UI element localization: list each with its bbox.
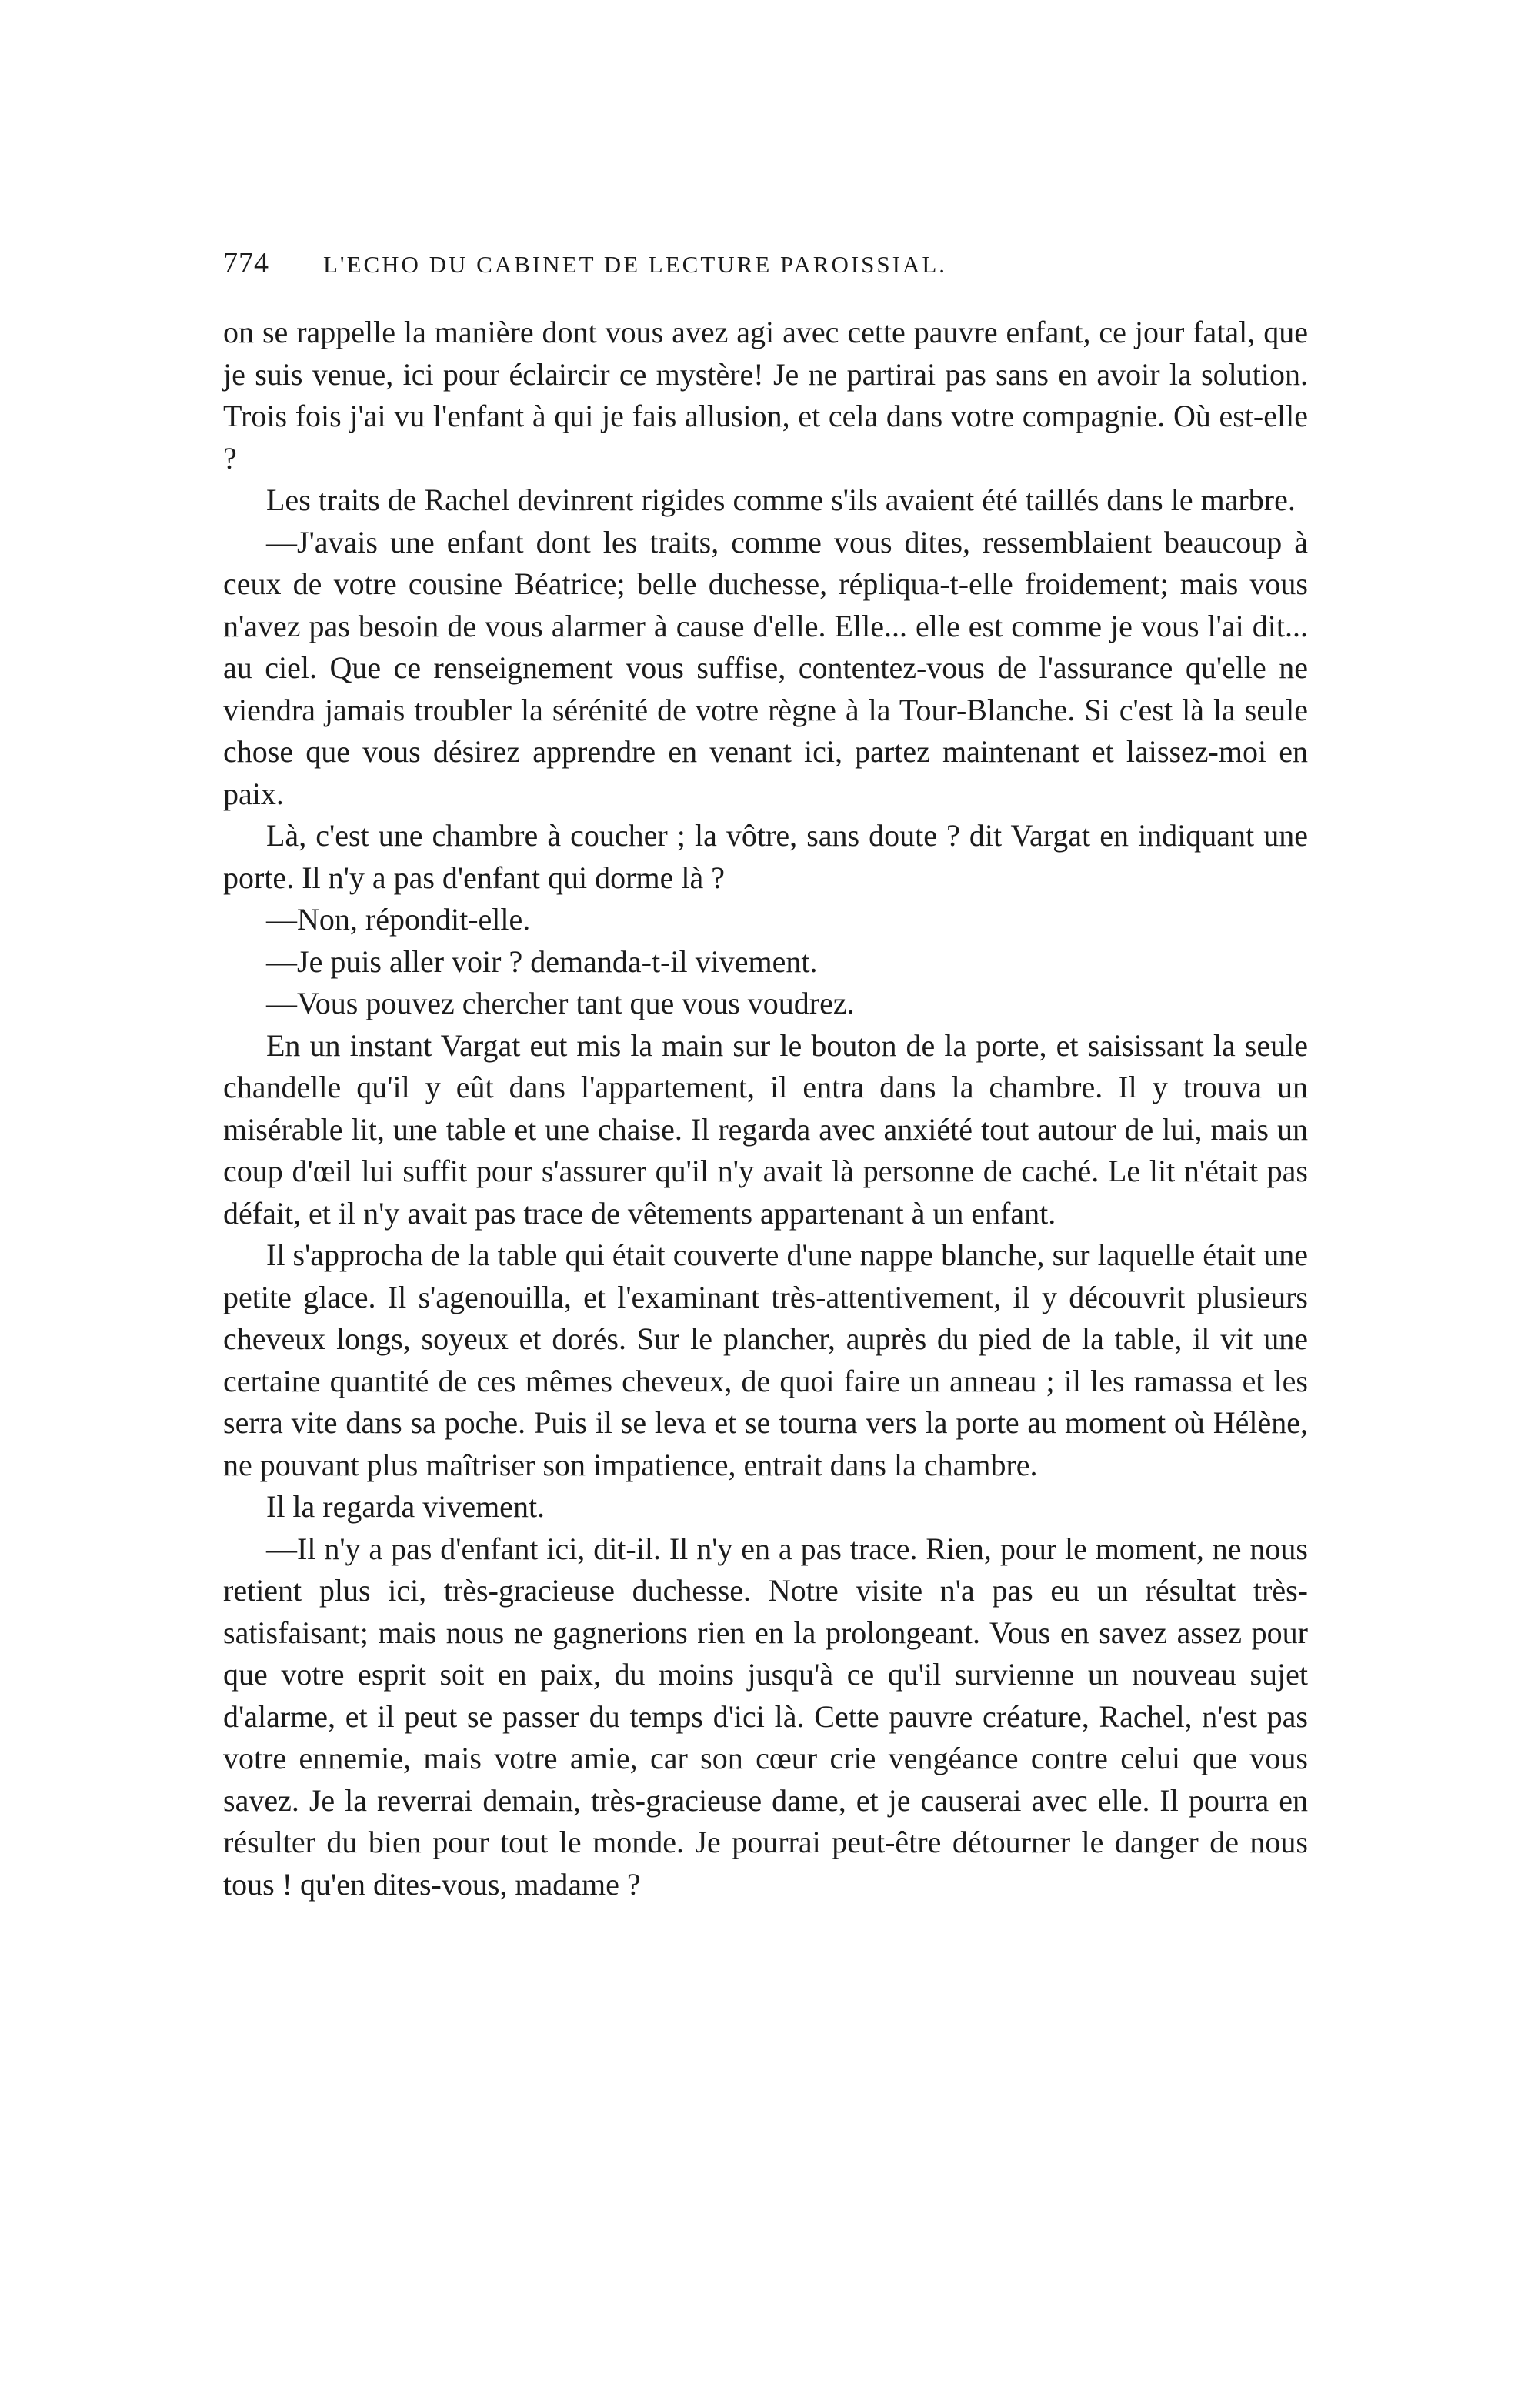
paragraph: —Je puis aller voir ? demanda-t-il vivement. xyxy=(266,943,818,979)
running-title: L'ECHO DU CABINET DE LECTURE PAROISSIAL. xyxy=(323,251,948,278)
paragraph: En un instant Vargat eut mis la main sur le bouton de la porte, et saisissant la seule chandelle qu'il y eût dans l'appartement, il entra dans la chambre. Il y trouva un misérable lit, une table et une chaise. Il regarda avec anxiété tout autour de lui, mais un coup d'œil lui suffit pour s'assurer qu'il n'y avait là personne de caché. Le lit n'était pas défait, et il n'y avait pas trace de vêtements appartenant à un enfant. xyxy=(223,1027,1308,1231)
paragraph: —Il n'y a pas d'enfant ici, dit-il. Il n'y en a pas trace. Rien, pour le moment, ne nous retient plus ici, très-gracieuse duchesse. Notre visite n'a pas eu un résultat très-satisfaisant; mais nous ne gagnerions rien en la prolongeant. Vous en savez assez pour que votre esprit soit en paix, du moins jusqu'à ce qu'il survienne un nouveau sujet d'alarme, et il peut se passer du temps d'ici là. Cette pauvre créature, Rachel, n'est pas votre ennemie, mais votre amie, car son cœur crie vengéance contre celui que vous savez. Je la reverrai demain, très-gracieuse dame, et je causerai avec elle. Il pourra en résulter du bien pour tout le monde. Je pourrai peut-être détourner le danger de nous tous ! qu'en dites-vous, madame ? xyxy=(223,1531,1308,1902)
paragraph: —Non, répondit-elle. xyxy=(266,902,531,937)
paragraph: on se rappelle la manière dont vous avez agi avec cette pauvre enfant, ce jour fatal, que je suis venue, ici pour éclaircir ce mystère! Je ne partirai pas sans en avoir la solution. Trois fois j'ai vu l'enfant à qui je fais allusion, et cela dans votre compagnie. Où est-elle ? xyxy=(223,315,1308,476)
paragraph: Il s'approcha de la table qui était couverte d'une nappe blanche, sur laquelle était une petite glace. Il s'agenouilla, et l'examinant très-attentivement, il y découvrit plusieurs cheveux longs, soyeux et dorés. Sur le plancher, auprès du pied de la table, il vit une certaine quantité de ces mêmes cheveux, de quoi faire un anneau ; il les ramassa et les serra vite dans sa poche. Puis il se leva et se tourna vers la porte au moment où Hélène, ne pouvant plus maîtriser son impatience, entrait dans la chambre. xyxy=(223,1237,1308,1482)
paragraph: Il la regarda vivement. xyxy=(266,1489,545,1524)
paragraph: —Vous pouvez chercher tant que vous voudrez. xyxy=(266,986,855,1020)
paragraph: —J'avais une enfant dont les traits, comme vous dites, ressemblaient beaucoup à ceux de votre cousine Béatrice; belle duchesse, répliqua-t-elle froidement; mais vous n'avez pas besoin de vous alarmer à cause d'elle. Elle... elle est comme je vous l'ai dit... au ciel. Que ce renseignement vous suffise, contentez-vous de l'assurance qu'elle ne viendra jamais troubler la sérénité de votre règne à la Tour-Blanche. Si c'est là la seule chose que vous désirez apprendre en venant ici, partez maintenant et laissez-moi en paix. xyxy=(223,524,1308,811)
page-header xyxy=(223,246,1316,286)
page-number: 774 xyxy=(223,247,269,279)
paragraph: Les traits de Rachel devinrent rigides comme s'ils avaient été taillés dans le marbre. xyxy=(266,483,1296,517)
body-text xyxy=(223,312,1308,1905)
paragraph: Là, c'est une chambre à coucher ; la vôtre, sans doute ? dit Vargat en indiquant une porte. Il n'y a pas d'enfant qui dorme là ? xyxy=(223,818,1308,895)
